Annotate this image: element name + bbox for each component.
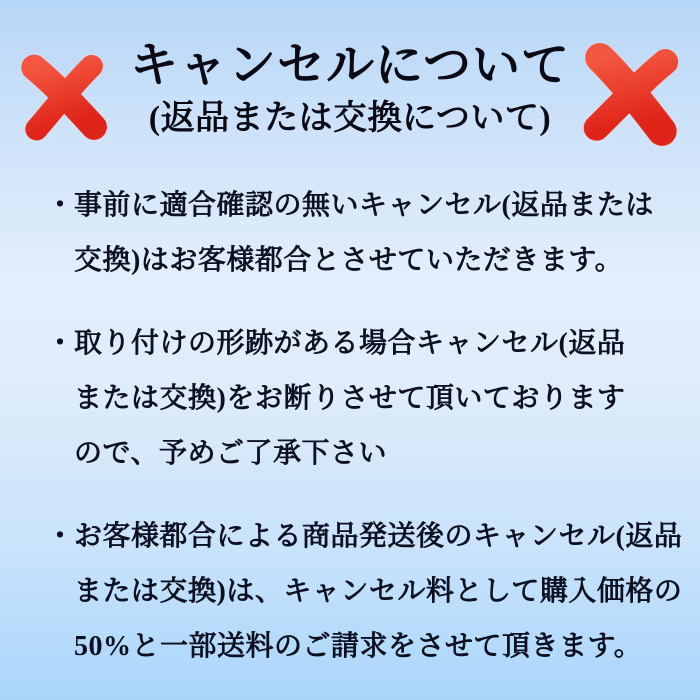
- policy-line: お客様都合による商品発送後のキャンセル(返品: [74, 521, 683, 552]
- bullet: ・: [46, 521, 75, 552]
- red-x-icon: [568, 34, 694, 152]
- page-title: キャンセルについて: [129, 39, 571, 92]
- header: [0, 0, 700, 142]
- policy-line: または交換)は、キャンセル料として購入価格の: [74, 576, 683, 607]
- policy-line: 取り付けの形跡がある場合キャンセル(返品: [74, 328, 626, 359]
- policy-item: [46, 509, 683, 674]
- policy-item: [46, 316, 672, 481]
- policy-line: 50%と一部送料のご請求をさせて頂きます。: [74, 631, 643, 662]
- policy-line: または交換)をお断りさせて頂いております: [74, 383, 626, 414]
- page-subtitle: (返品または交換について): [148, 100, 552, 137]
- policy-line: 事前に適合確認の無いキャンセル(返品または: [74, 190, 654, 221]
- policy-text: [74, 178, 672, 288]
- red-x-icon: [11, 39, 117, 152]
- policy-list: [0, 178, 700, 674]
- bullet: ・: [46, 328, 75, 359]
- policy-line: ので、予めご了承下さい: [74, 438, 387, 469]
- policy-line: 交換)はお客様都合とさせていただきます。: [74, 245, 624, 276]
- policy-item: [46, 178, 672, 288]
- bullet: ・: [46, 190, 75, 221]
- policy-text: [74, 316, 672, 481]
- policy-text: [74, 509, 682, 674]
